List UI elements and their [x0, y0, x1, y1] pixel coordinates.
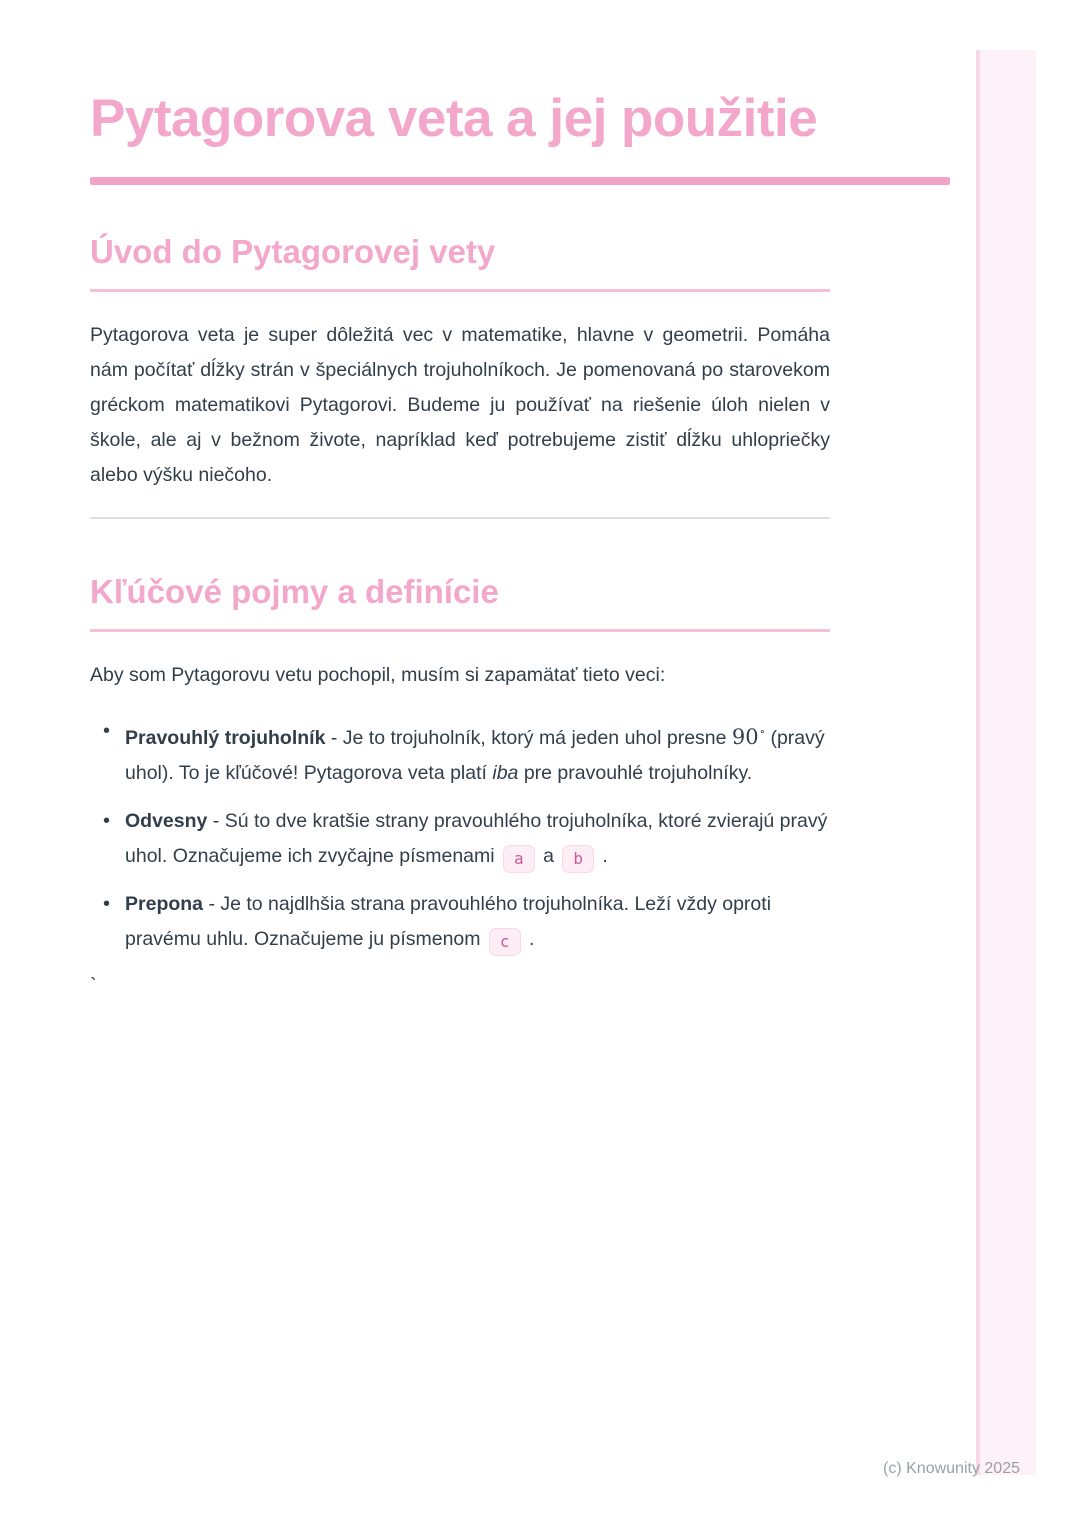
term-text: pre pravouhlé trojuholníky. — [518, 762, 753, 784]
term-lead: Pravouhlý trojuholník — [125, 727, 326, 749]
term-text: . — [596, 845, 608, 867]
list-item-hypotenuse — [90, 887, 830, 957]
term-text: . — [523, 928, 535, 950]
page-title: Pytagorova veta a jej použitie — [90, 89, 818, 148]
term-lead: Odvesny — [125, 810, 208, 832]
section-divider — [90, 517, 830, 519]
title-rule — [90, 177, 950, 185]
math-base: 90 — [731, 725, 759, 749]
stray-backtick: ` — [90, 975, 97, 997]
term-lead: Prepona — [125, 893, 204, 915]
copyright-notice: (c) Knowunity 2025 — [883, 1460, 1020, 1477]
term-text: - Sú to dve kratšie strany pravouhlého trojuholníka, ktoré zvierajú pravý uhol. Označujeme ich zvyčajne písmenami — [125, 810, 828, 867]
section-heading-intro: Úvod do Pytagorovej vety — [90, 233, 496, 270]
terms-intro-line: Aby som Pytagorovu vetu pochopil, musím si zapamätať tieto veci: — [90, 664, 666, 686]
emphasis-word: iba — [492, 762, 519, 784]
math-degree-value — [732, 725, 765, 749]
term-text: (pravý uhol). To je kľúčové! Pytagorova veta platí — [125, 727, 825, 784]
intro-paragraph: Pytagorova veta je super dôležitá vec v matematike, hlavne v geometrii. Pomáha nám počítať dĺžky strán v špeciálnych trojuholníkoch. Je pomenovaná po starovekom gréckom matematikovi Pytagorovi. Budeme ju používať na riešenie úloh nielen v škole, ale aj v bežnom živote, napríklad keď potrebujeme zistiť dĺžku uhlopriečky alebo výšku niečoho. — [90, 324, 830, 486]
section-heading-terms: Kľúčové pojmy a definície — [90, 573, 499, 610]
term-text: - Je to najdlhšia strana pravouhlého trojuholníka. Leží vždy oproti pravému uhlu. Označujeme ju písmenom — [125, 893, 772, 950]
term-text: - Je to trojuholník, ktorý má jeden uhol presne — [325, 727, 732, 749]
heading-underline — [90, 629, 830, 632]
right-margin-stripe — [976, 50, 1036, 1475]
terms-list — [90, 714, 830, 957]
inline-code-badge-b: b — [562, 845, 594, 873]
list-item-right-triangle — [90, 714, 830, 791]
term-text: a — [537, 845, 560, 867]
document-page — [90, 0, 830, 998]
inline-code-badge-c: c — [489, 928, 521, 956]
list-item-legs — [90, 804, 830, 874]
heading-underline — [90, 289, 830, 292]
degree-symbol: ∘ — [759, 725, 766, 738]
inline-code-badge-a: a — [503, 845, 535, 873]
